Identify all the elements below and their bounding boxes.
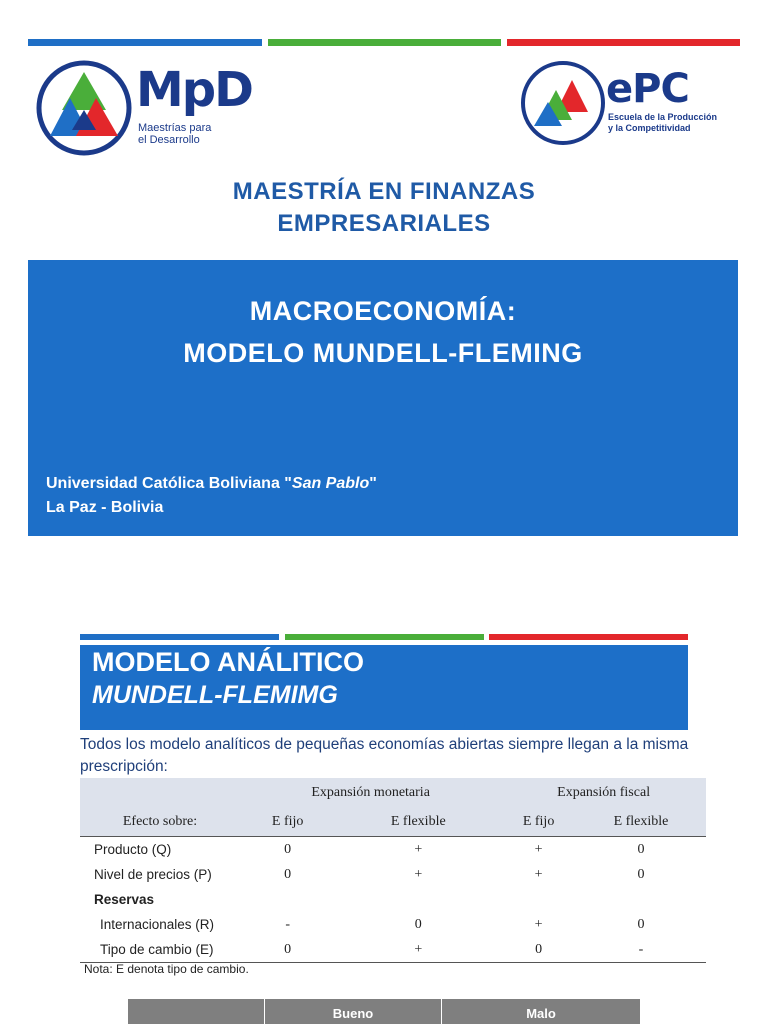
- subheader-monetary-fixed: E fijo: [240, 807, 335, 837]
- subheader-fiscal-flexible: E flexible: [576, 807, 706, 837]
- table-row: [80, 837, 706, 863]
- slide2-title: MODELO ANÁLITICO: [92, 647, 364, 677]
- university-location: La Paz - Bolivia: [46, 499, 164, 516]
- course-title-line2: MODELO MUNDELL-FLEMING: [183, 338, 583, 368]
- slide2-stripe-blue: [80, 634, 279, 640]
- table-cell: +: [534, 866, 543, 882]
- university-block: [46, 472, 377, 520]
- subheader-monetary-flexible: E flexible: [335, 807, 501, 837]
- bottom-table-empty-header: [128, 999, 264, 1024]
- header-fiscal: Expansión fiscal: [501, 778, 706, 807]
- epc-logo-subtitle: Escuela de la Producción y la Competitividad: [608, 112, 718, 133]
- course-title-line1: MACROECONOMÍA:: [249, 296, 517, 326]
- table-cell: [576, 887, 706, 912]
- top-stripe-red: [507, 39, 740, 46]
- table-cell: 0: [284, 841, 292, 857]
- table-cell: +: [534, 841, 543, 857]
- table-cell: 0: [637, 916, 645, 932]
- table-row: [80, 937, 706, 963]
- mpd-logo-subtitle: Maestrías para el Desarrollo: [138, 122, 212, 146]
- table-cell: 0: [637, 866, 645, 882]
- table-cell: 0: [501, 937, 576, 963]
- table-cell: -: [576, 937, 706, 963]
- epc-logo: [520, 58, 726, 152]
- table-row: [80, 912, 706, 937]
- slide2-stripe-green: [285, 634, 484, 640]
- top-stripe-green: [268, 39, 501, 46]
- table-cell: [240, 887, 335, 912]
- mpd-logo-text: MpD: [136, 62, 252, 118]
- university-name: [46, 472, 377, 496]
- university-name-italic: San Pablo: [291, 475, 370, 492]
- table-row: [80, 887, 706, 912]
- slide2-header: [80, 645, 688, 730]
- row-label: Tipo de cambio (E): [80, 937, 240, 963]
- effects-table: [80, 778, 706, 963]
- table-cell: +: [414, 841, 423, 857]
- program-title-line2: EMPRESARIALES: [277, 210, 491, 237]
- row-label: Nivel de precios (P): [94, 867, 212, 882]
- epc-mountain-icon: [520, 58, 606, 148]
- mpd-logo: [36, 58, 266, 158]
- title-banner: [28, 260, 738, 536]
- table-cell: [335, 887, 501, 912]
- table-cell: 0: [414, 916, 422, 932]
- table-cell: -: [285, 916, 290, 932]
- row-label: Producto (Q): [94, 842, 172, 857]
- table-subheader-row: [80, 807, 706, 837]
- top-stripe-blue: [28, 39, 262, 46]
- effect-label: Efecto sobre:: [80, 807, 240, 837]
- table-cell: +: [335, 937, 501, 963]
- slide2-subtitle: MUNDELL-FLEMIMG: [92, 681, 338, 709]
- table-cell: [501, 887, 576, 912]
- slide2-intro: Todos los modelo analíticos de pequeñas economías abiertas siempre llegan a la misma prescripción:: [80, 736, 689, 775]
- program-title: [0, 176, 768, 240]
- table-cell: 0: [240, 937, 335, 963]
- table-header-row: [80, 778, 706, 807]
- table-cell: +: [534, 916, 543, 932]
- university-name-suffix: ": [369, 475, 377, 492]
- course-title: [28, 290, 738, 374]
- slide2-stripe-red: [489, 634, 688, 640]
- table-row: [80, 862, 706, 887]
- university-name-prefix: Universidad Católica Boliviana ": [46, 475, 292, 492]
- epc-logo-text: ePC: [606, 66, 689, 112]
- header-monetary: Expansión monetaria: [240, 778, 501, 807]
- table-note: Nota: E denota tipo de cambio.: [84, 962, 249, 976]
- row-label: Internacionales (R): [100, 917, 215, 932]
- program-title-line1: MAESTRÍA EN FINANZAS: [232, 178, 536, 205]
- table-cell: 0: [284, 866, 292, 882]
- bottom-table-header: [128, 999, 640, 1024]
- bottom-table-header-bad: Malo: [441, 999, 640, 1024]
- table-cell: +: [414, 866, 423, 882]
- mpd-mountain-icon: [36, 58, 132, 158]
- subheader-fiscal-fixed: E fijo: [501, 807, 576, 837]
- row-label: Reservas: [94, 892, 155, 907]
- bottom-table-header-good: Bueno: [264, 999, 441, 1024]
- table-cell: 0: [637, 841, 645, 857]
